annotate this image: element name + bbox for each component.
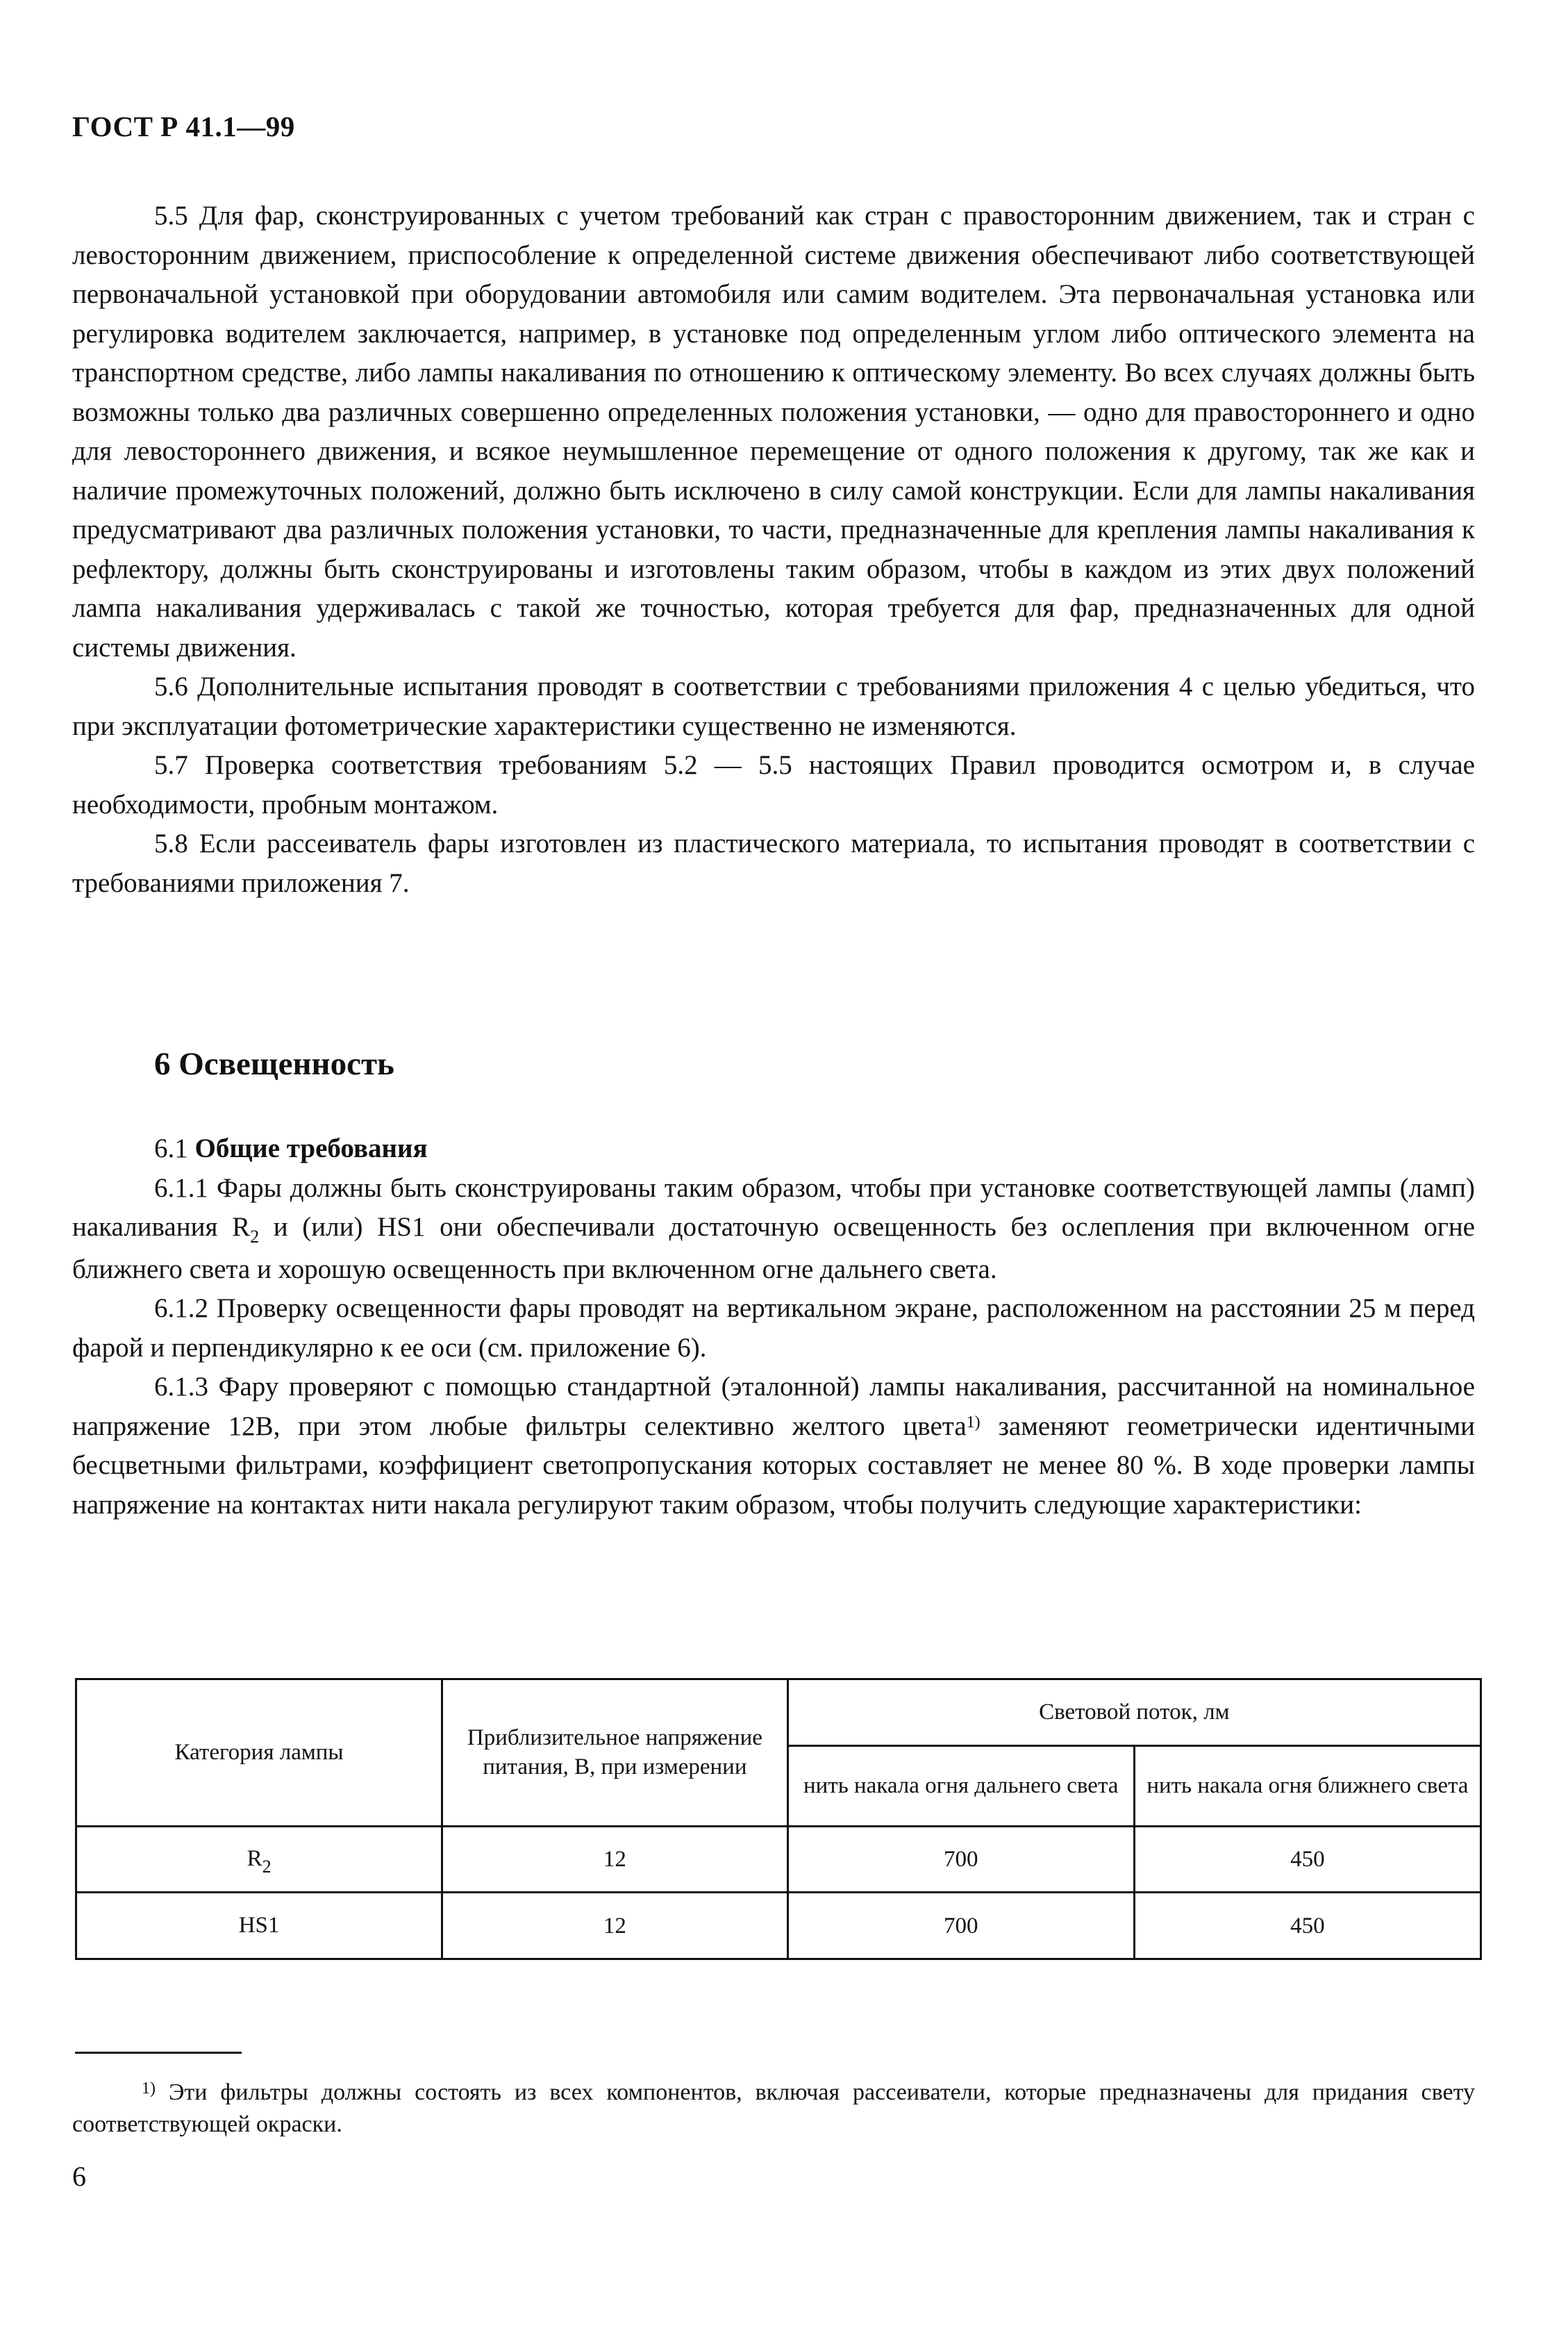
table-row xyxy=(76,1826,1481,1893)
lamp-characteristics-table xyxy=(75,1678,1482,1960)
footnote-text: Эти фильтры должны состоять из всех компонентов, включая рассеиватели, которые предназначены для придания свету соответствующей окраски. xyxy=(72,2079,1475,2137)
table-header-row xyxy=(76,1679,1481,1746)
header-high-beam: нить накала огня дальнего света xyxy=(787,1745,1134,1826)
footnote-divider xyxy=(75,2052,242,2054)
footnote xyxy=(72,2077,1475,2141)
header-lamp-category: Категория лампы xyxy=(76,1679,442,1827)
document-id-header: ГОСТ Р 41.1—99 xyxy=(72,110,295,142)
section-5-text xyxy=(72,197,1475,903)
paragraph-6-1-3-part-a: 6.1.3 Фару проверяют с помощью стандартной (эталонной) лампы накаливания, рассчитанной на номинальное напряжение 12В, при этом любые фильтры селективно желтого цвета xyxy=(72,1372,1475,1441)
cell-category-subscript: 2 xyxy=(262,1857,272,1877)
paragraph-6-1-2: 6.1.2 Проверку освещенности фары проводят на вертикальном экране, расположенном на расстоянии 25 м перед фарой и перпендикулярно к ее оси (см. приложение 6). xyxy=(72,1293,1475,1363)
paragraph-5-5: 5.5 Для фар, сконструированных с учетом требований как стран с правосторонним движением, так и стран с левосторонним движением, приспособление к определенной системе движения обеспечивают либо соответствующей первоначальной установкой при оборудовании автомобиля или самим водителем. Эта первоначальная установка или регулировка водителем заключается, например, в установке под определенным углом либо оптического элемента на транспортном средстве, либо лампы накаливания по отношению к оптическому элементу. Во всех случаях должны быть возможны только два различных совершенно определенных положения установки, — одно для правостороннего и одно для левостороннего движения, и всякое неумышленное перемещение от одного положения к другому, так же как и наличие промежуточных положений, должно быть исключено в силу самой конструкции. Если для лампы накаливания предусматривают два различных положения установки, то части, предназначенные для крепления лампы накаливания к рефлектору, должны быть сконструированы и изготовлены таким образом, чтобы в каждом из этих двух положений лампа накаливания удерживалась с такой же точностью, которая требуется для фар, предназначенных для одной системы движения. xyxy=(72,201,1475,663)
paragraph-6-1-3-part-b: заменяют геометрически идентичными бесцветными фильтрами, коэффициент светопропускания которых составляет не менее 80 %. В ходе проверки лампы напряжение на контактах нити накала регулируют таким образом, чтобы получить следующие характеристики: xyxy=(72,1411,1475,1520)
cell-category xyxy=(76,1893,442,1959)
paragraph-6-1-1-part-b: и (или) HS1 они обеспечивали достаточную освещенность без ослепления при включенном огне ближнего света и хорошую освещенность при включенном огне дальнего света. xyxy=(72,1212,1475,1284)
paragraph-5-8: 5.8 Если рассеиватель фары изготовлен из пластического материала, то испытания проводят в соответствии с требованиями приложения 7. xyxy=(72,829,1475,898)
header-voltage: Приблизительное напряжение питания, В, при измерении xyxy=(442,1679,787,1827)
subsection-6-1-heading xyxy=(72,1129,1475,1169)
cell-category xyxy=(76,1826,442,1893)
header-low-beam: нить накала огня ближнего света xyxy=(1134,1745,1481,1826)
cell-voltage: 12 xyxy=(442,1826,787,1893)
cell-category-text: R xyxy=(247,1846,262,1872)
header-luminous-flux: Световой поток, лм xyxy=(787,1679,1481,1746)
footnote-mark: 1) xyxy=(142,2079,156,2098)
paragraph-6-1-1 xyxy=(72,1169,1475,1290)
cell-category-text: HS1 xyxy=(238,1912,280,1938)
paragraph-6-1-3 xyxy=(72,1368,1475,1525)
cell-low-beam: 450 xyxy=(1134,1893,1481,1959)
subscript-2: 2 xyxy=(250,1227,260,1247)
paragraph-6-1-1-part-a: 6.1.1 Фары должны быть сконструированы таким образом, чтобы при установке соответствующей лампы (ламп) накаливания R xyxy=(72,1172,1475,1242)
cell-low-beam: 450 xyxy=(1134,1826,1481,1893)
subsection-number: 6.1 xyxy=(154,1133,188,1163)
footnote-reference: 1) xyxy=(966,1413,981,1431)
table-row xyxy=(76,1893,1481,1959)
cell-voltage: 12 xyxy=(442,1893,787,1959)
cell-high-beam: 700 xyxy=(787,1826,1134,1893)
section-6-text xyxy=(72,1129,1475,1525)
page-number: 6 xyxy=(72,2161,86,2192)
cell-high-beam: 700 xyxy=(787,1893,1134,1959)
subsection-title: Общие требования xyxy=(194,1133,428,1163)
paragraph-5-7: 5.7 Проверка соответствия требованиям 5.2 — 5.5 настоящих Правил проводится осмотром и, в случае необходимости, пробным монтажом. xyxy=(72,750,1475,820)
section-6-heading: 6 Освещенность xyxy=(154,1046,394,1082)
paragraph-5-6: 5.6 Дополнительные испытания проводят в соответствии с требованиями приложения 4 с целью убедиться, что при эксплуатации фотометрические характеристики существенно не изменяются. xyxy=(72,672,1475,741)
